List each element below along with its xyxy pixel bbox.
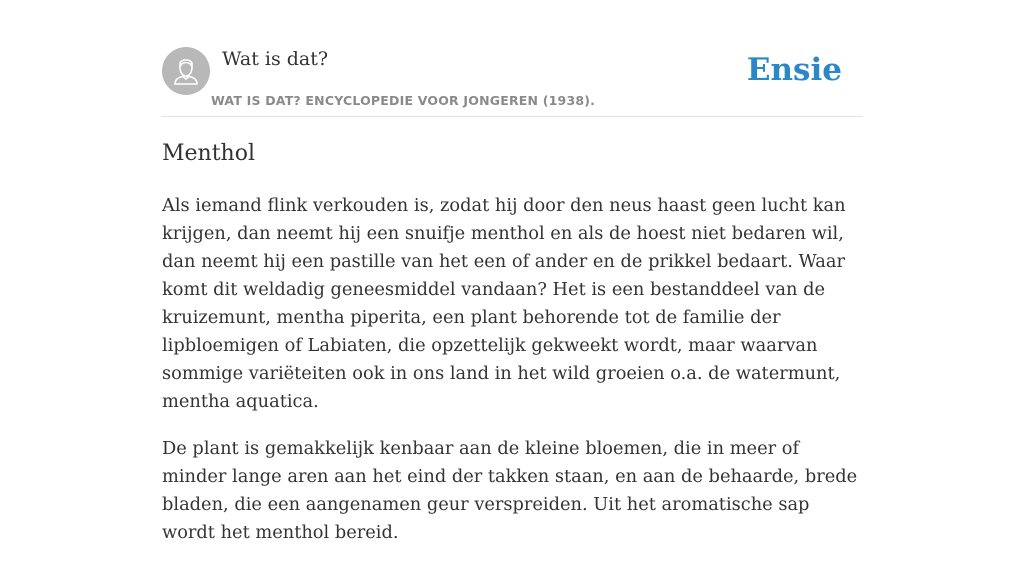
user-icon [162,47,210,95]
source-header [162,0,862,117]
brand-logo-link[interactable]: Ensie [746,52,842,88]
entry-body [162,192,862,566]
source-title[interactable]: Wat is dat? [222,48,329,70]
source-subtitle: WAT IS DAT? ENCYCLOPEDIE VOOR JONGEREN (1938). [211,93,596,108]
entry-paragraph-1: Als iemand flink verkouden is, zodat hij door den neus haast geen lucht kan krijgen, dan neemt hij een snuifje menthol en als de hoest niet bedaren wil, dan neemt hij een pastille van het een of ander en de prikkel bedaart. Waar komt dit weldadig geneesmiddel vandaan? Het is een bestanddeel van de kruizemunt, mentha piperita, een plant behorende tot de familie der lipbloemigen of Labiaten, die opzettelijk gekweekt wordt, maar waarvan sommige variëteiten ook in ons land in het wild groeien o.a. de watermunt, mentha aquatica. [162,195,846,412]
entry-paragraph-2: De plant is gemakkelijk kenbaar aan de kleine bloemen, die in meer of minder lange aren aan het eind der takken staan, en aan de behaarde, brede bladen, die een aangenamen geur verspreiden. Uit het aromatische sap wordt het menthol bereid. [162,438,858,543]
source-avatar[interactable] [162,47,210,95]
entry-headword: Menthol [162,141,256,166]
entry-page [162,0,862,543]
